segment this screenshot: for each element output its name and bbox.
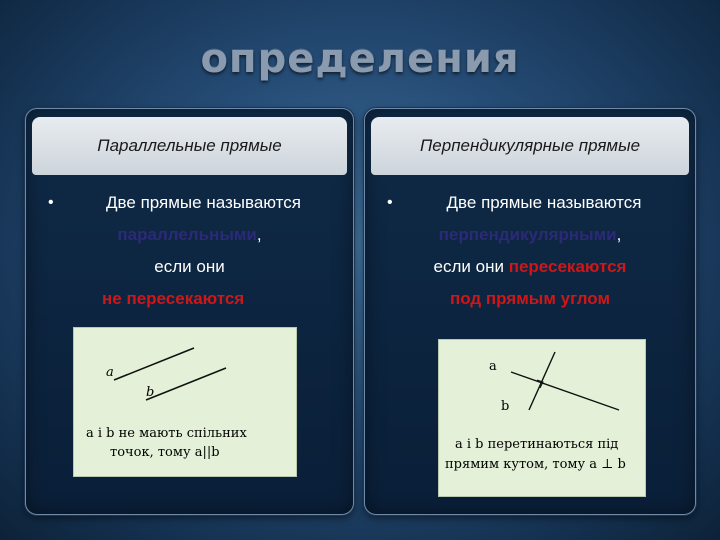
definition-line-1: Две прямые называются	[106, 193, 301, 212]
definition-parallel	[26, 187, 353, 315]
label-b: b	[501, 399, 510, 414]
perpendicular-lines-figure	[438, 339, 646, 497]
parallel-lines-figure	[73, 327, 297, 477]
definition-line-3: если они	[154, 257, 225, 276]
definition-perpendicular	[365, 187, 695, 315]
panel-header-parallel: Параллельные прямые	[32, 117, 347, 175]
label-a: a	[489, 359, 497, 374]
perpendicular-lines-panel	[364, 108, 696, 515]
caption-line-1: a і b перетинаються під	[455, 437, 619, 452]
term-parallel: параллельными	[117, 225, 257, 244]
label-a: a	[106, 365, 114, 380]
term-comma: ,	[256, 225, 262, 244]
line-b	[529, 352, 555, 410]
definition-line-3: если они	[433, 257, 509, 276]
line-b	[146, 368, 226, 400]
caption-line-2: точок, тому a||b	[110, 445, 220, 460]
term-perpendicular: перпендикулярными	[438, 225, 617, 244]
line-a	[114, 348, 194, 380]
term-comma: ,	[616, 225, 622, 244]
definition-line-1: Две прямые называются	[446, 193, 642, 212]
condition-right-angle: под прямым углом	[449, 289, 611, 308]
caption-line-1: a і b не мають спільних	[86, 426, 247, 441]
panel-header-perpendicular: Перпендикулярные прямые	[371, 117, 689, 175]
perpendicular-lines-diagram	[439, 340, 645, 496]
parallel-lines-diagram	[74, 328, 296, 476]
caption-line-2: прямим кутом, тому a ⊥ b	[445, 457, 626, 472]
label-b: b	[146, 385, 155, 400]
bullet-icon: •	[387, 194, 393, 211]
condition-intersect: пересекаются	[508, 257, 627, 276]
parallel-lines-panel	[25, 108, 354, 515]
line-a	[511, 372, 619, 410]
condition-not-intersect: не пересекаются	[102, 289, 245, 308]
bullet-icon: •	[48, 194, 54, 211]
slide-title: определения	[200, 36, 520, 82]
